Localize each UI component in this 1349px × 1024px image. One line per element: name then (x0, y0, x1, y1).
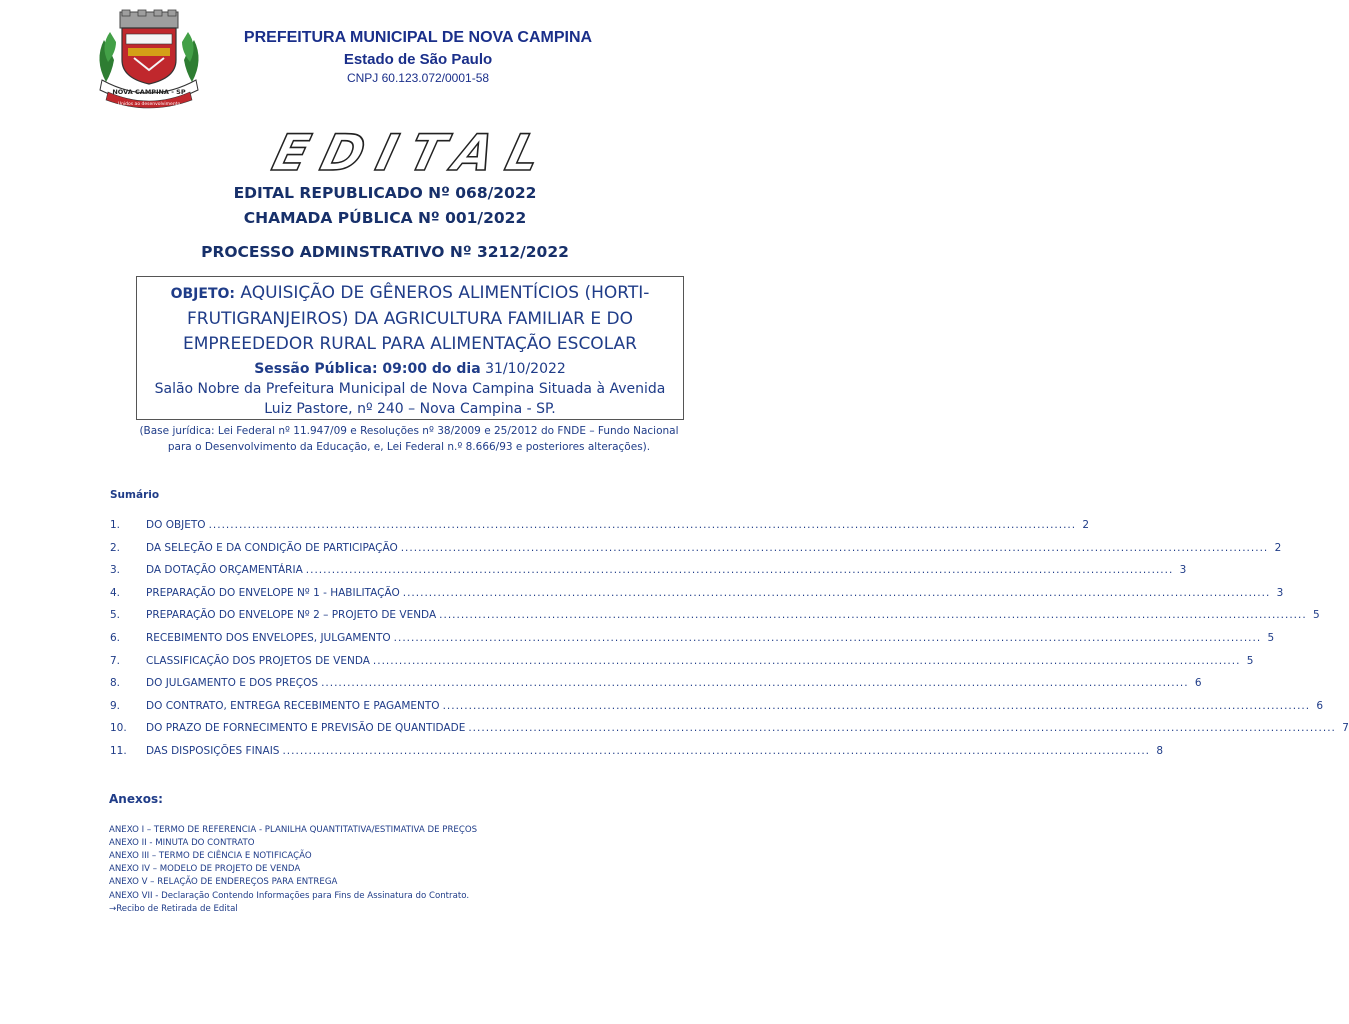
objeto-label: OBJETO: (170, 286, 236, 302)
svg-text:Unidos ao desenvolvimento: Unidos ao desenvolvimento (117, 102, 181, 107)
toc-leader-dots: ........................................................................................................................................................................................................ (402, 586, 1271, 599)
org-name: PREFEITURA MUNICIPAL DE NOVA CAMPINA (243, 29, 593, 46)
toc-leader-dots: ........................................................................................................................................................................................................ (442, 699, 1311, 712)
toc-item-number: 7. (110, 654, 121, 667)
toc-item-title[interactable]: DAS DISPOSIÇÕES FINAIS (146, 745, 280, 757)
toc-item-number: 2. (110, 541, 121, 554)
cnpj: CNPJ 60.123.072/0001-58 (346, 71, 490, 85)
session-date: 31/10/2022 (485, 361, 566, 377)
base-juridica (104, 423, 714, 455)
toc-item[interactable] (110, 632, 1275, 650)
toc-item-page: 2 (1082, 519, 1090, 531)
session-place-line-2: Luiz Pastore, nº 240 – Nova Campina - SP. (264, 401, 556, 417)
processo-administrativo: PROCESSO ADMINSTRATIVO Nº 3212/2022 (201, 243, 569, 261)
toc-item[interactable] (110, 722, 1349, 740)
toc-leader-dots: ........................................................................................................................................................................................................ (468, 722, 1336, 735)
toc-item[interactable] (110, 541, 1282, 560)
base-juridica-line-1: (Base jurídica: Lei Federal nº 11.947/09 e Resoluções nº 38/2009 e 25/2012 do FNDE – Fundo Nacional (139, 425, 679, 437)
toc-item-page: 2 (1274, 541, 1282, 554)
toc-item-title[interactable]: DA DOTAÇÃO ORÇAMENTÁRIA (146, 564, 303, 577)
anexo-item: ANEXO II - MINUTA DO CONTRATO (109, 838, 255, 849)
toc-item-number: 1. (110, 519, 121, 531)
objeto-line-1: AQUISIÇÃO DE GÊNEROS ALIMENTÍCIOS (HORTI- (240, 283, 650, 303)
toc-item[interactable] (110, 609, 1320, 627)
anexo-item: ANEXO V – RELAÇÃO DE ENDEREÇOS PARA ENTREGA (109, 877, 338, 888)
toc-item-page: 7 (1342, 722, 1349, 735)
toc-leader-dots: ........................................................................................................................................................................................................ (282, 745, 1150, 757)
toc-item-number: 5. (110, 609, 121, 622)
toc-item-title[interactable]: DO PRAZO DE FORNECIMENTO E PREVISÃO DE QUANTIDADE (146, 722, 466, 735)
toc-item-page: 6 (1316, 699, 1324, 712)
toc-item-page: 5 (1246, 654, 1254, 667)
session-place-line-1: Salão Nobre da Prefeitura Municipal de Nova Campina Situada à Avenida (154, 381, 666, 397)
toc-leader-dots: ........................................................................................................................................................................................................ (372, 654, 1241, 667)
toc-item-number: 11. (110, 745, 127, 757)
toc-item[interactable] (110, 677, 1202, 695)
toc-item-page: 3 (1179, 564, 1187, 577)
toc-item-number: 8. (110, 677, 121, 690)
toc-item-number: 3. (110, 564, 121, 577)
edital-republicado: EDITAL REPUBLICADO Nº 068/2022 (233, 184, 537, 202)
anexo-item: ANEXO IV – MODELO DE PROJETO DE VENDA (109, 864, 301, 875)
toc-leader-dots: ........................................................................................................................................................................................................ (400, 541, 1269, 554)
edital-title-graphic (198, 123, 618, 182)
toc-item-title[interactable]: PREPARAÇÃO DO ENVELOPE Nº 2 – PROJETO DE VENDA (146, 609, 437, 622)
anexo-item: ANEXO VII - Declaração Contendo Informações para Fins de Assinatura do Contrato. (109, 890, 470, 901)
toc-leader-dots: ........................................................................................................................................................................................................ (321, 677, 1189, 690)
svg-text:NOVA CAMPINA - SP: NOVA CAMPINA - SP (112, 88, 186, 96)
toc-item[interactable] (110, 519, 1090, 537)
objeto-box (136, 276, 684, 420)
toc-item-page: 5 (1312, 609, 1320, 622)
anexo-item: ANEXO I – TERMO DE REFERENCIA - PLANILHA QUANTITATIVA/ESTIMATIVA DE PREÇOS (109, 825, 478, 835)
session-label: Sessão Pública: 09:00 do dia (254, 361, 481, 377)
objeto-line-2: FRUTIGRANJEIROS) DA AGRICULTURA FAMILIAR E DO (187, 309, 633, 329)
base-juridica-line-2: para o Desenvolvimento da Educação, e, Lei Federal n.º 8.666/93 e posteriores alterações). (167, 441, 651, 453)
toc-item[interactable] (110, 564, 1187, 582)
toc-item-title[interactable]: DA SELEÇÃO E DA CONDIÇÃO DE PARTICIPAÇÃO (146, 541, 398, 554)
toc-item-number: 6. (110, 632, 121, 644)
sumario-title: Sumário (110, 489, 160, 501)
anexo-item: →Recibo de Retirada de Edital (109, 903, 238, 914)
toc-item-title[interactable]: DO CONTRATO, ENTREGA RECEBIMENTO E PAGAMENTO (146, 699, 440, 712)
anexos-title: Anexos: (109, 792, 163, 806)
anexo-item: ANEXO III – TERMO DE CIÊNCIA E NOTIFICAÇÃO (109, 851, 312, 862)
toc-item-page: 3 (1276, 586, 1284, 599)
chamada-publica: CHAMADA PÚBLICA Nº 001/2022 (243, 209, 527, 227)
toc-item-number: 10. (110, 722, 127, 735)
toc-item-title[interactable]: CLASSIFICAÇÃO DOS PROJETOS DE VENDA (146, 654, 370, 667)
toc-item-page: 8 (1156, 745, 1163, 757)
toc-item-title[interactable]: PREPARAÇÃO DO ENVELOPE Nº 1 - HABILITAÇÃO (146, 586, 400, 599)
municipal-crest-logo (94, 10, 204, 108)
toc-leader-dots: ........................................................................................................................................................................................................ (439, 609, 1307, 622)
toc-item-number: 4. (110, 586, 121, 599)
toc-item-page: 6 (1194, 677, 1202, 690)
toc-leader-dots: ........................................................................................................................................................................................................ (393, 632, 1262, 644)
toc-item[interactable] (110, 586, 1284, 605)
toc-item[interactable] (110, 699, 1324, 718)
toc-item-number: 9. (110, 699, 121, 712)
toc-leader-dots: ........................................................................................................................................................................................................ (305, 564, 1174, 577)
toc-item-title[interactable]: DO JULGAMENTO E DOS PREÇOS (146, 677, 319, 690)
toc-item[interactable] (110, 745, 1163, 763)
toc-item[interactable] (110, 654, 1254, 673)
toc-item-title[interactable]: RECEBIMENTO DOS ENVELOPES, JULGAMENTO (146, 632, 391, 644)
state-name: Estado de São Paulo (343, 51, 493, 68)
toc-item-title[interactable]: DO OBJETO (146, 519, 206, 531)
toc-leader-dots: ........................................................................................................................................................................................................ (208, 519, 1077, 531)
objeto-line-3: EMPREEDEDOR RURAL PARA ALIMENTAÇÃO ESCOLAR (182, 334, 637, 354)
toc-item-page: 5 (1267, 632, 1275, 644)
svg-text:EDITAL: EDITAL (267, 123, 561, 182)
